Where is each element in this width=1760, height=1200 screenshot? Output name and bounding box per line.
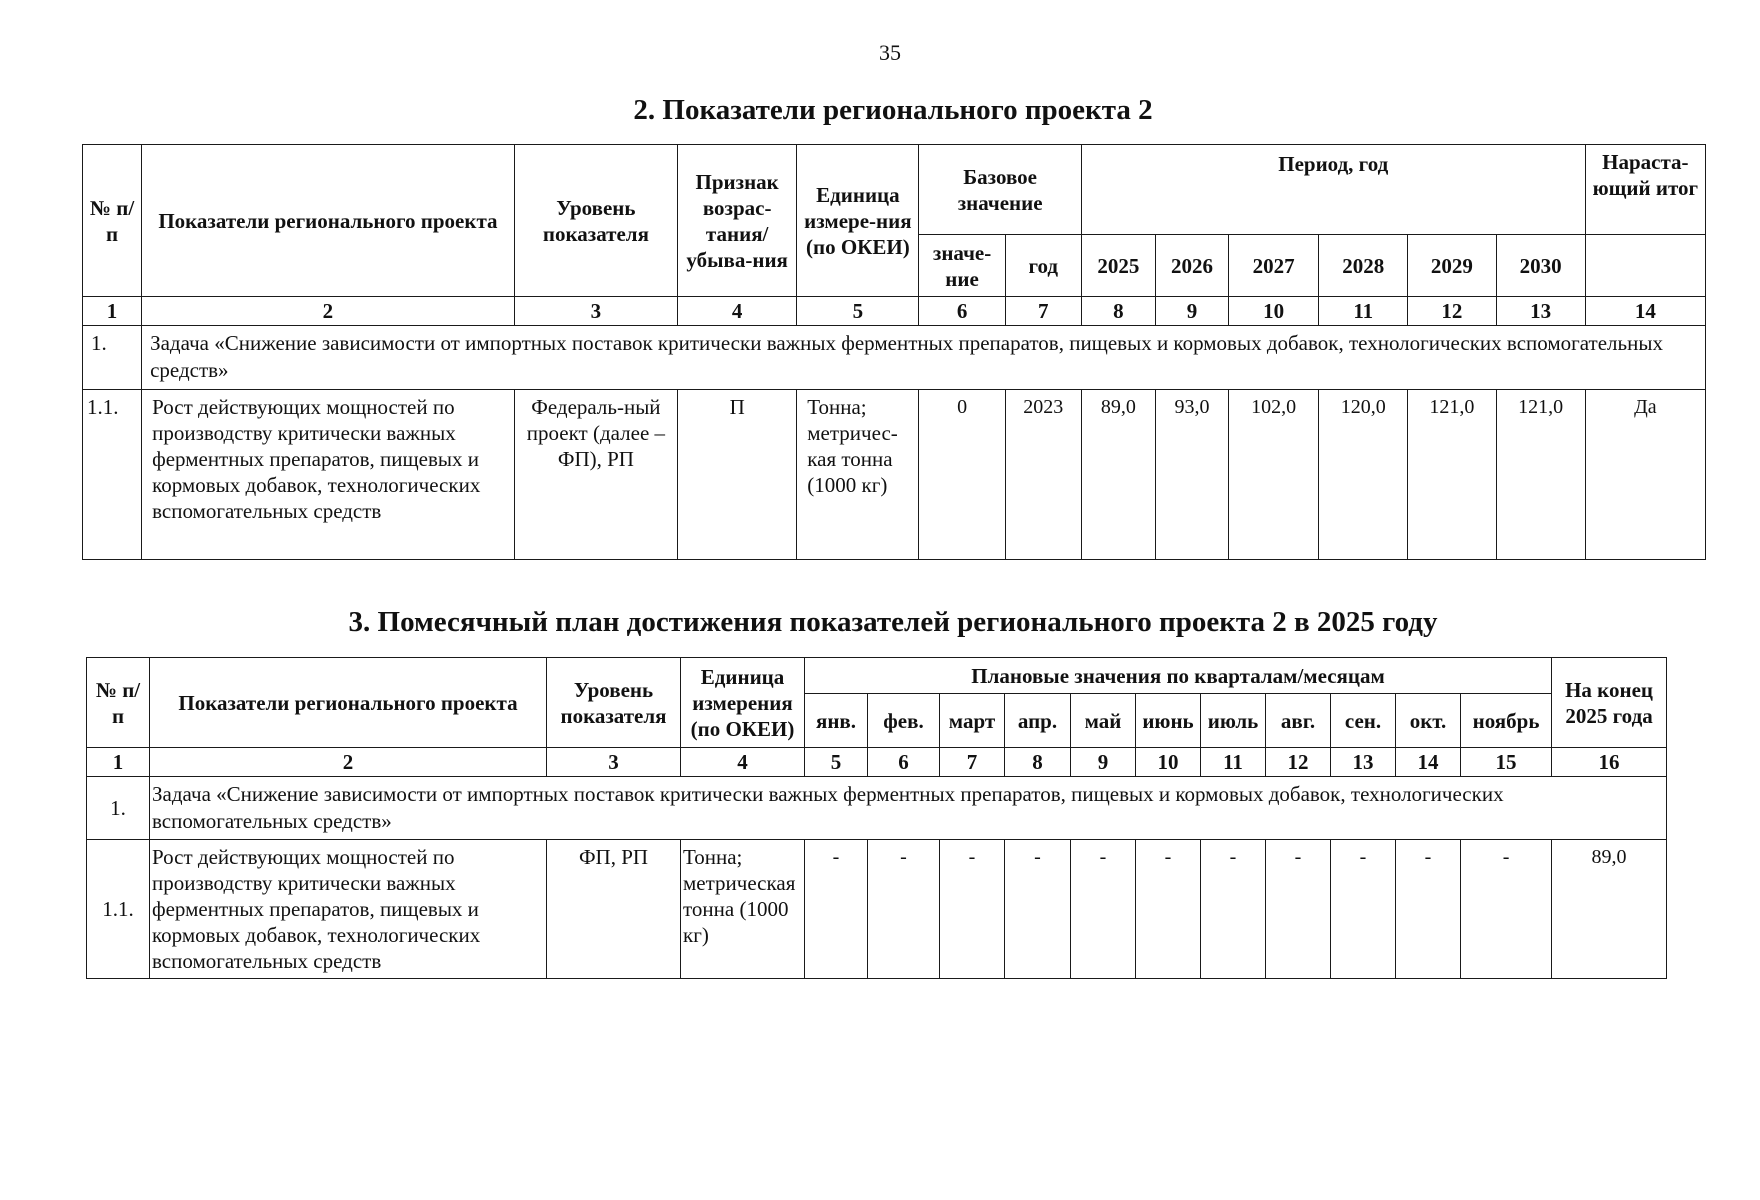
column-number: 9 <box>1071 748 1136 777</box>
column-number: 13 <box>1496 297 1585 326</box>
column-number: 10 <box>1136 748 1201 777</box>
row-level: ФП, РП <box>547 840 681 979</box>
col-period-header: Период, год <box>1081 145 1585 235</box>
column-number: 4 <box>681 748 805 777</box>
row-indicator: Рост действующих мощностей по производству критически важных ферментных препаратов, пищевых и кормовых добавок, технологических вспомогательных средств <box>142 390 515 560</box>
col-base-value-header: значе-ние <box>919 235 1005 297</box>
column-number: 11 <box>1201 748 1266 777</box>
row-month-value: - <box>1331 840 1396 979</box>
section-2-title: 2. Показатели регионального проекта 2 <box>633 94 1153 126</box>
section-3-title: 3. Помесячный план достижения показателей регионального проекта 2 в 2025 году <box>348 606 1438 638</box>
col-num-header: № п/п <box>83 145 142 297</box>
column-number: 7 <box>1005 297 1081 326</box>
row-year-value: 102,0 <box>1229 390 1319 560</box>
column-number: 3 <box>547 748 681 777</box>
col-year-header: 2025 <box>1081 235 1155 297</box>
col-unit-header: Единица измере-ния (по ОКЕИ) <box>797 145 919 297</box>
row-base-value: 0 <box>919 390 1005 560</box>
row-month-value: - <box>1266 840 1331 979</box>
table-row <box>87 840 1667 979</box>
column-number: 8 <box>1081 297 1155 326</box>
col-level-header: Уровень показателя <box>547 658 681 748</box>
monthly-plan-table <box>86 657 1667 979</box>
task-row <box>87 777 1667 840</box>
indicators-table <box>82 144 1706 560</box>
row-level: Федераль-ный проект (далее – ФП), РП <box>514 390 677 560</box>
column-number: 8 <box>1005 748 1071 777</box>
row-indicator: Рост действующих мощностей по производству критически важных ферментных препаратов, пищевых и кормовых добавок, технологических вспомогательных средств <box>150 840 547 979</box>
row-year-value: 121,0 <box>1408 390 1496 560</box>
column-number: 4 <box>678 297 797 326</box>
column-number: 9 <box>1155 297 1228 326</box>
col-month-header: май <box>1071 694 1136 748</box>
col-plan-header: Плановые значения по кварталам/месяцам <box>805 658 1552 694</box>
col-indicator-header: Показатели регионального проекта <box>142 145 515 297</box>
row-month-value: - <box>1005 840 1071 979</box>
row-base-year: 2023 <box>1005 390 1081 560</box>
column-number-row <box>83 297 1706 326</box>
col-num-header: № п/п <box>87 658 150 748</box>
column-number: 2 <box>142 297 515 326</box>
col-year-header: 2026 <box>1155 235 1228 297</box>
col-indicator-header: Показатели регионального проекта <box>150 658 547 748</box>
column-number: 1 <box>87 748 150 777</box>
column-number: 16 <box>1552 748 1667 777</box>
table-header-row <box>87 658 1667 694</box>
task-text: Задача «Снижение зависимости от импортных поставок критически важных ферментных препаратов, пищевых и кормовых добавок, технологических вспомогательных средств» <box>150 777 1667 840</box>
row-number: 1.1. <box>83 390 142 560</box>
row-year-value: 121,0 <box>1496 390 1585 560</box>
col-month-header: янв. <box>805 694 868 748</box>
col-unit-header: Единица измерения (по ОКЕИ) <box>681 658 805 748</box>
row-unit: Тонна; метричес-кая тонна (1000 кг) <box>797 390 919 560</box>
column-number: 7 <box>940 748 1005 777</box>
column-number: 6 <box>919 297 1005 326</box>
row-month-value: - <box>805 840 868 979</box>
col-month-header: июль <box>1201 694 1266 748</box>
row-month-value: - <box>868 840 940 979</box>
col-cumulative-subheader <box>1585 235 1705 297</box>
row-sign: П <box>678 390 797 560</box>
row-unit: Тонна; метрическая тонна (1000 кг) <box>681 840 805 979</box>
row-year-value: 89,0 <box>1081 390 1155 560</box>
row-year-value: 93,0 <box>1155 390 1228 560</box>
row-end-value: 89,0 <box>1552 840 1667 979</box>
col-year-header: 2027 <box>1229 235 1319 297</box>
column-number: 5 <box>805 748 868 777</box>
table-header-row <box>83 145 1706 235</box>
col-sign-header: Признак возрас-тания/ убыва-ния <box>678 145 797 297</box>
col-year-header: 2029 <box>1408 235 1496 297</box>
col-level-header: Уровень показателя <box>514 145 677 297</box>
column-number: 15 <box>1461 748 1552 777</box>
col-base-header: Базовое значение <box>919 145 1081 235</box>
col-month-header: ноябрь <box>1461 694 1552 748</box>
row-month-value: - <box>940 840 1005 979</box>
row-month-value: - <box>1136 840 1201 979</box>
column-number-row <box>87 748 1667 777</box>
col-month-header: сен. <box>1331 694 1396 748</box>
row-cumulative: Да <box>1585 390 1705 560</box>
col-year-header: 2028 <box>1319 235 1408 297</box>
row-month-value: - <box>1201 840 1266 979</box>
table-row <box>83 390 1706 560</box>
col-cumulative-header: Нараста-ющий итог <box>1585 145 1705 235</box>
column-number: 2 <box>150 748 547 777</box>
col-month-header: июнь <box>1136 694 1201 748</box>
column-number: 10 <box>1229 297 1319 326</box>
col-month-header: апр. <box>1005 694 1071 748</box>
column-number: 5 <box>797 297 919 326</box>
col-base-year-header: год <box>1005 235 1081 297</box>
col-month-header: авг. <box>1266 694 1331 748</box>
row-month-value: - <box>1396 840 1461 979</box>
col-year-header: 2030 <box>1496 235 1585 297</box>
column-number: 12 <box>1408 297 1496 326</box>
column-number: 14 <box>1396 748 1461 777</box>
column-number: 11 <box>1319 297 1408 326</box>
row-month-value: - <box>1071 840 1136 979</box>
column-number: 12 <box>1266 748 1331 777</box>
column-number: 3 <box>514 297 677 326</box>
col-month-header: март <box>940 694 1005 748</box>
task-text: Задача «Снижение зависимости от импортных поставок критически важных ферментных препаратов, пищевых и кормовых добавок, технологических вспомогательных средств» <box>142 326 1706 390</box>
col-month-header: окт. <box>1396 694 1461 748</box>
row-year-value: 120,0 <box>1319 390 1408 560</box>
col-end-header: На конец 2025 года <box>1552 658 1667 748</box>
column-number: 1 <box>83 297 142 326</box>
task-number: 1. <box>83 326 142 390</box>
col-month-header: фев. <box>868 694 940 748</box>
column-number: 13 <box>1331 748 1396 777</box>
page-number: 35 <box>879 40 901 65</box>
row-number: 1.1. <box>87 840 150 979</box>
column-number: 14 <box>1585 297 1705 326</box>
column-number: 6 <box>868 748 940 777</box>
task-number: 1. <box>87 777 150 840</box>
task-row <box>83 326 1706 390</box>
row-month-value: - <box>1461 840 1552 979</box>
